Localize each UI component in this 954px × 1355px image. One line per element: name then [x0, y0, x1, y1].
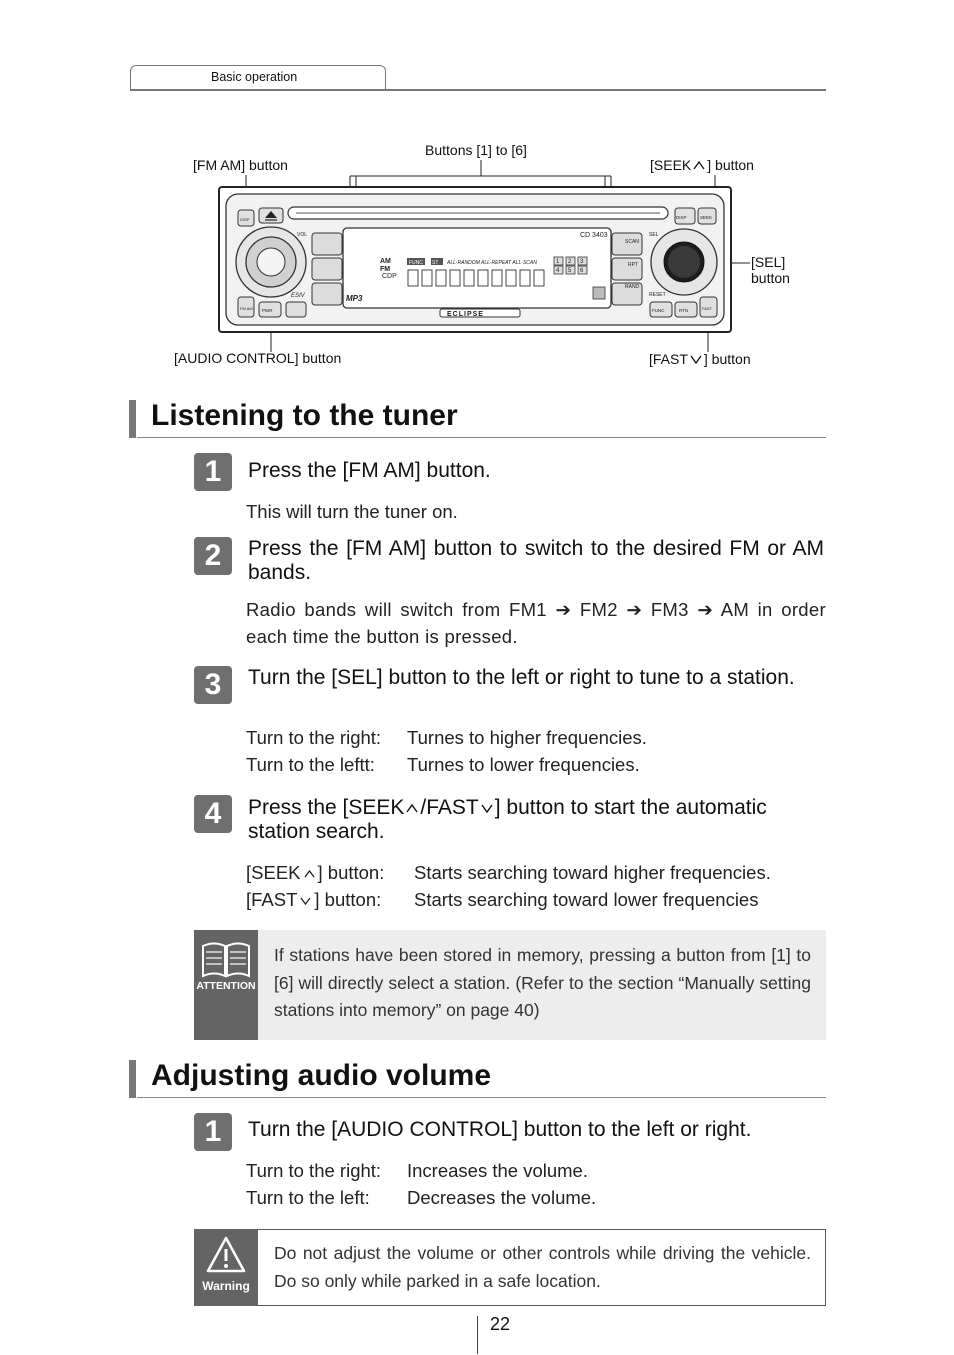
detail-row: [FAST ] button: Starts searching toward lower frequencies: [246, 889, 759, 910]
section-rule: [137, 437, 826, 438]
label-fast-button: [FAST ] button: [649, 351, 751, 367]
svg-text:6: 6: [580, 268, 584, 274]
svg-text:SEEK: SEEK: [700, 215, 713, 220]
unit-model-text: CD 3403: [580, 232, 608, 239]
svg-text:FUNC: FUNC: [409, 260, 423, 266]
svg-text:FM AM: FM AM: [240, 306, 253, 311]
book-icon: [194, 930, 258, 1010]
header-tab-label: Basic operation: [211, 70, 298, 84]
detail-row: [SEEK ] button: Starts searching toward higher frequencies.: [246, 862, 771, 883]
label-audio-control-button: [AUDIO CONTROL] button: [174, 350, 342, 366]
svg-text:1: 1: [556, 259, 560, 265]
svg-text:4: 4: [556, 268, 560, 274]
svg-text:ST: ST: [432, 260, 439, 266]
attention-sidebar: [194, 930, 258, 1040]
section-marker: [129, 1060, 136, 1098]
step-detail-table: [246, 1157, 596, 1211]
svg-text:2: 2: [568, 259, 572, 265]
svg-text:FM: FM: [380, 266, 391, 273]
section-marker: [129, 400, 136, 438]
step-number: 2: [194, 537, 232, 575]
svg-text:RESET: RESET: [649, 292, 666, 298]
page-number: 22: [490, 1314, 511, 1334]
section-title-volume: Adjusting audio volume: [151, 1059, 492, 1092]
svg-text:PWR: PWR: [262, 308, 273, 313]
step-title: Turn the [SEL] button to the left or right to tune to a station.: [248, 666, 795, 689]
warning-label: Warning: [202, 1279, 250, 1293]
detail-row: Turn to the leftt: Turnes to lower frequencies.: [246, 754, 640, 775]
step-title: Press the [FM AM] button to switch to the desired FM or AM bands.: [248, 537, 824, 584]
chevron-down-icon: [480, 802, 494, 814]
step-number: 4: [194, 795, 232, 833]
svg-text:VOL: VOL: [297, 232, 308, 238]
label-buttons-1-6: Buttons [1] to [6]: [425, 142, 527, 158]
label-seek-button: [SEEK ] button: [650, 157, 754, 173]
section-title-tuner: Listening to the tuner: [151, 399, 458, 432]
detail-row: Turn to the left: Decreases the volume.: [246, 1187, 597, 1208]
svg-text:FUNC: FUNC: [652, 308, 665, 313]
head-unit-diagram: [0, 0, 954, 400]
svg-text:SEL: SEL: [649, 232, 659, 238]
svg-text:5: 5: [568, 268, 572, 274]
warning-text: Do not adjust the volume or other controls while driving the vehicle. Do so only while parked in a safe location.: [274, 1243, 811, 1291]
arrow-right-icon: ➔: [555, 599, 572, 620]
detail-row: Turn to the right: Increases the volume.: [246, 1160, 588, 1181]
svg-text:RAND: RAND: [625, 284, 640, 290]
attention-label: ATTENTION: [196, 980, 256, 992]
step-title: Press the [SEEK /FAST ] button to start the automatic station search.: [248, 796, 767, 843]
step-detail-table: [246, 859, 771, 913]
step-title: Press the [FM AM] button.: [248, 459, 491, 482]
step-detail-table: [246, 724, 647, 778]
svg-text:MP3: MP3: [346, 294, 363, 303]
chevron-down-icon: [299, 895, 312, 906]
svg-text:ALL·RANDOM ALL·REPEAT ALL·SCAN: ALL·RANDOM ALL·REPEAT ALL·SCAN: [447, 260, 537, 266]
warning-sidebar: [194, 1229, 258, 1306]
detail-row: Turn to the right: Turnes to higher frequencies.: [246, 727, 647, 748]
step-number: 1: [194, 1113, 232, 1151]
svg-text:FAST: FAST: [702, 306, 713, 311]
svg-text:AM: AM: [380, 258, 391, 265]
chevron-up-icon: [303, 868, 316, 879]
step-body: Radio bands will switch from FM1 ➔ FM2 ➔ FM3 ➔ AM in order each time the button is pressed.: [246, 599, 826, 647]
attention-text: If stations have been stored in memory, pressing a button from [1] to [6] will directly select a station. (Refer to the section “Manually setting stations into memory” on page 40): [274, 945, 811, 1020]
svg-text:3: 3: [580, 259, 584, 265]
svg-text:SCAN: SCAN: [625, 239, 639, 245]
chevron-up-icon: [405, 802, 419, 814]
step-number: 1: [194, 453, 232, 491]
arrow-right-icon: ➔: [697, 599, 714, 620]
svg-text:DISP: DISP: [240, 217, 250, 222]
step-number: 3: [194, 666, 232, 704]
step-body: This will turn the tuner on.: [246, 501, 458, 522]
svg-text:ESIV: ESIV: [291, 293, 305, 299]
svg-text:CDP: CDP: [382, 273, 397, 280]
section-rule: [137, 1097, 826, 1098]
unit-brand-text: ECLIPSE: [447, 311, 484, 318]
svg-text:RTN: RTN: [679, 308, 689, 313]
arrow-right-icon: ➔: [626, 599, 643, 620]
page-number-rule: [477, 1316, 478, 1354]
svg-text:DISP: DISP: [676, 215, 687, 220]
label-sel-button: [SEL] button: [751, 254, 790, 286]
label-fm-am-button: [FM AM] button: [193, 157, 288, 173]
svg-text:RPT: RPT: [628, 262, 638, 268]
step-title: Turn the [AUDIO CONTROL] button to the left or right.: [248, 1118, 752, 1141]
warning-triangle-icon: [194, 1229, 258, 1285]
